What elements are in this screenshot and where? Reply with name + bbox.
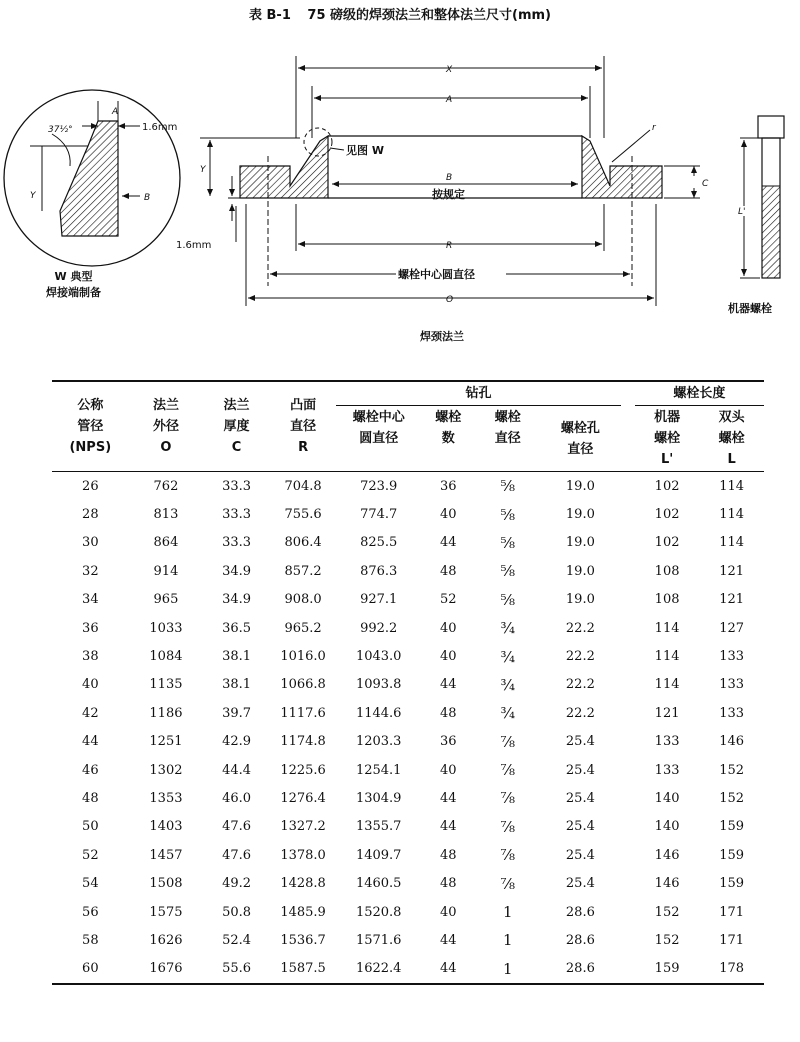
table-cell: 1135 <box>149 677 183 693</box>
main-figure-caption: 焊颈法兰 <box>420 330 464 343</box>
table-cell: ⅝ <box>500 562 516 581</box>
header-line: 直径 <box>567 441 594 457</box>
table-row <box>52 926 764 954</box>
table-cell: 44 <box>440 932 457 948</box>
table-cell: 1409.7 <box>355 847 402 863</box>
table-cell: 1084 <box>149 649 183 665</box>
table-cell: 47.6 <box>222 847 252 863</box>
table-cell: 44 <box>421 955 475 984</box>
table-row <box>52 784 764 812</box>
gap-cell <box>621 841 635 869</box>
table-cell: 159 <box>719 847 745 863</box>
table-title <box>0 4 800 23</box>
table-cell: 34.9 <box>222 592 252 608</box>
angle-label: 37½° <box>48 125 73 135</box>
table-cell: 762 <box>153 478 179 494</box>
table-cell: 908.0 <box>284 592 322 608</box>
table-cell: 44 <box>82 734 99 750</box>
table-cell: ⅞ <box>500 817 516 836</box>
table-cell: 38 <box>82 649 99 665</box>
radius-label: r <box>652 123 656 133</box>
header-line: 直径 <box>494 431 521 446</box>
table-cell: 30 <box>82 535 99 551</box>
header-line: 双头 <box>718 410 745 425</box>
flange-dimension-table <box>52 380 764 985</box>
table-cell: 44 <box>440 790 457 806</box>
table-cell: ¾ <box>500 647 516 666</box>
table-cell: 25.4 <box>565 734 595 750</box>
table-cell: 1575 <box>149 904 183 920</box>
table-cell: 44 <box>440 677 457 693</box>
table-cell: 19.0 <box>565 535 595 551</box>
header-line: L <box>727 452 736 467</box>
table-cell: 133 <box>719 649 745 665</box>
table-number: 表 B-1 <box>248 8 291 23</box>
table-row <box>52 813 764 841</box>
table-cell: 864 <box>153 535 179 551</box>
dim-a2-label: A <box>446 95 453 105</box>
header-line: O <box>160 440 172 455</box>
table-cell: 1066.8 <box>280 677 326 693</box>
table-row <box>52 955 764 984</box>
header-group-drilling: 钻孔 <box>336 381 620 406</box>
gap-cell <box>621 955 635 984</box>
table-cell: 927.1 <box>360 592 398 608</box>
table-cell: 44 <box>440 535 457 551</box>
table-cell: 133 <box>719 705 745 721</box>
table-cell: 39.7 <box>222 705 252 721</box>
table-cell: 146 <box>654 847 680 863</box>
table-cell: 52 <box>440 592 457 608</box>
table-cell: 1587.5 <box>270 955 337 984</box>
table-cell: 774.7 <box>360 507 398 523</box>
detail-caption-line2: 焊接端制备 <box>46 286 101 299</box>
header-line: 凸面 <box>290 398 317 413</box>
dim-c-label: C <box>702 179 709 189</box>
table-cell: 133 <box>654 762 680 778</box>
table-cell: 133 <box>654 734 680 750</box>
table-cell: 50.8 <box>222 904 252 920</box>
table-cell: 114 <box>654 649 680 665</box>
header-line: 圆直径 <box>359 431 399 446</box>
table-cell: 152 <box>719 762 745 778</box>
header-nps <box>52 381 129 472</box>
table-cell: 40 <box>440 649 457 665</box>
table-cell: 1093.8 <box>355 677 402 693</box>
header-line: 厚度 <box>223 419 250 434</box>
gap-cell <box>621 472 635 501</box>
table-cell: 1304.9 <box>355 790 402 806</box>
table-cell: 1117.6 <box>280 705 326 721</box>
gap-cell <box>621 699 635 727</box>
table-cell: 48 <box>82 790 99 806</box>
table-cell: 40 <box>82 677 99 693</box>
table-cell: 40 <box>440 620 457 636</box>
table-cell: 121 <box>719 563 745 579</box>
header-stud-bolt <box>699 406 764 472</box>
gap-cell <box>621 557 635 585</box>
table-cell: 1 <box>503 931 513 950</box>
table-cell: 1203.3 <box>355 734 402 750</box>
header-line: 机器 <box>654 410 681 425</box>
table-cell: 33.3 <box>222 535 252 551</box>
table-cell: ¾ <box>500 704 516 723</box>
table-cell: 114 <box>719 507 745 523</box>
table-cell: 102 <box>654 535 680 551</box>
table-cell: 28 <box>82 507 99 523</box>
table-cell: 108 <box>654 563 680 579</box>
dim-x-label: X <box>446 65 453 75</box>
table-cell: 46.0 <box>222 790 252 806</box>
table-cell: 965 <box>153 592 179 608</box>
table-cell: 1043.0 <box>355 649 402 665</box>
table-cell: 55.6 <box>203 955 270 984</box>
header-line: 公称 <box>77 398 104 413</box>
bolt-figure-caption: 机器螺栓 <box>728 302 772 315</box>
table-cell: 54 <box>82 876 99 892</box>
dim-o-label: O <box>446 295 454 305</box>
table-cell: 34.9 <box>222 563 252 579</box>
table-cell: ⅝ <box>500 590 516 609</box>
table-cell: 19.0 <box>565 563 595 579</box>
table-cell: 159 <box>635 955 700 984</box>
header-raised-face <box>270 381 337 472</box>
table-cell: 1676 <box>129 955 204 984</box>
table-row <box>52 472 764 501</box>
table-cell: 22.2 <box>565 705 595 721</box>
header-line: 数 <box>441 431 455 446</box>
header-group-bolt-length: 螺栓长度 <box>635 381 764 406</box>
flange-diagram <box>0 26 800 356</box>
table-cell: 60 <box>52 955 129 984</box>
header-line: 直径 <box>290 419 317 434</box>
table-cell: 38.1 <box>222 677 252 693</box>
table-row <box>52 869 764 897</box>
gap-label: 1.6mm <box>142 122 178 133</box>
table-cell: 19.0 <box>565 592 595 608</box>
header-bolt-hole-dia <box>540 406 621 472</box>
table-row <box>52 699 764 727</box>
table-cell: 152 <box>654 904 680 920</box>
table-cell: 48 <box>440 705 457 721</box>
table-cell: 26 <box>82 478 99 494</box>
table-cell: 1508 <box>149 876 183 892</box>
table-cell: 1033 <box>149 620 183 636</box>
table-cell: 755.6 <box>284 507 322 523</box>
dim-b-label: B <box>144 193 151 203</box>
table-cell: 40 <box>440 762 457 778</box>
table-title-text: 75 磅级的焊颈法兰和整体法兰尺寸(mm) <box>307 8 551 23</box>
table-cell: 50 <box>82 819 99 835</box>
header-bolt-circle <box>336 406 421 472</box>
header-line: 螺栓 <box>435 410 462 425</box>
table-cell: 1353 <box>149 790 183 806</box>
table-cell: 825.5 <box>360 535 398 551</box>
table-cell: 28.6 <box>565 904 595 920</box>
table-row <box>52 642 764 670</box>
table-cell: 140 <box>654 790 680 806</box>
table-cell: 52 <box>82 847 99 863</box>
table-row <box>52 557 764 585</box>
gap-cell <box>621 642 635 670</box>
gap2-label: 1.6mm <box>176 240 212 251</box>
gap-cell <box>621 728 635 756</box>
table-cell: 44.4 <box>222 762 252 778</box>
header-line: 管径 <box>77 419 104 434</box>
header-thickness <box>203 381 270 472</box>
table-cell: 33.3 <box>222 478 252 494</box>
table-cell: 1460.5 <box>355 876 402 892</box>
table-cell: 1016.0 <box>280 649 326 665</box>
header-line: C <box>231 440 242 455</box>
table-cell: 33.3 <box>222 507 252 523</box>
header-line: 螺栓中心 <box>352 410 405 425</box>
table-cell: 1327.2 <box>280 819 326 835</box>
header-gap <box>621 406 635 472</box>
gap-cell <box>621 926 635 954</box>
table-cell: ¾ <box>500 675 516 694</box>
table-cell: 48 <box>440 847 457 863</box>
table-row <box>52 671 764 699</box>
bolt-circle-label: 螺栓中心圆直径 <box>398 268 475 281</box>
gap-cell <box>621 586 635 614</box>
header-line: (NPS) <box>69 440 112 455</box>
table-cell: 36 <box>82 620 99 636</box>
table-cell: 40 <box>440 904 457 920</box>
table-cell: 1144.6 <box>355 705 402 721</box>
table-cell: 114 <box>719 535 745 551</box>
table-cell: 25.4 <box>565 790 595 806</box>
table-cell: 36 <box>440 478 457 494</box>
table-cell: 806.4 <box>284 535 322 551</box>
table-cell: 114 <box>654 620 680 636</box>
gap-cell <box>621 813 635 841</box>
header-line: 外径 <box>152 419 179 434</box>
table-cell: ⅝ <box>500 477 516 496</box>
detail-w-view <box>4 90 180 266</box>
dim-a-label: A <box>112 107 119 117</box>
table-row <box>52 756 764 784</box>
table-cell: 1186 <box>149 705 183 721</box>
table-cell: 102 <box>654 507 680 523</box>
detail-caption-line1: W 典型 <box>54 270 93 283</box>
table-cell: 1485.9 <box>280 904 326 920</box>
table-cell: ⅞ <box>500 789 516 808</box>
table-cell: 1225.6 <box>280 762 326 778</box>
dim-y2-label: Y <box>200 165 206 175</box>
dim-b2-label: B <box>446 173 453 183</box>
gap-cell <box>621 529 635 557</box>
dim-y-label: Y <box>30 191 36 201</box>
table-cell: 1520.8 <box>355 904 402 920</box>
table-body <box>52 472 764 985</box>
table-cell: 25.4 <box>565 819 595 835</box>
table-cell: 34 <box>82 592 99 608</box>
table-cell: 178 <box>699 955 764 984</box>
table-cell: 1403 <box>149 819 183 835</box>
table-cell: 19.0 <box>565 507 595 523</box>
header-line: R <box>298 440 309 455</box>
table-cell: 1378.0 <box>280 847 326 863</box>
table-cell: 44 <box>440 819 457 835</box>
table-cell: 1536.7 <box>280 932 326 948</box>
table-row <box>52 841 764 869</box>
table-cell: 22.2 <box>565 677 595 693</box>
table-cell: 133 <box>719 677 745 693</box>
table-cell: 38.1 <box>222 649 252 665</box>
table-cell: 171 <box>719 904 745 920</box>
table-cell: 25.4 <box>565 762 595 778</box>
table-cell: 47.6 <box>222 819 252 835</box>
table-cell: 48 <box>440 563 457 579</box>
table-cell: 46 <box>82 762 99 778</box>
table-cell: 40 <box>440 507 457 523</box>
weld-neck-flange-view <box>176 56 709 306</box>
table-cell: 42 <box>82 705 99 721</box>
header-line: 螺栓孔 <box>560 420 600 436</box>
table-row <box>52 500 764 528</box>
gap-cell <box>621 898 635 926</box>
table-cell: 965.2 <box>284 620 322 636</box>
header-outer-dia <box>129 381 204 472</box>
table-cell: 813 <box>153 507 179 523</box>
gap-cell <box>621 869 635 897</box>
table-cell: 159 <box>719 876 745 892</box>
table-cell: 914 <box>153 563 179 579</box>
header-line: L' <box>660 452 674 467</box>
table-cell: 857.2 <box>284 563 322 579</box>
table-cell: 114 <box>719 478 745 494</box>
table-cell: 1251 <box>149 734 183 750</box>
table-cell: 22.2 <box>565 620 595 636</box>
table-cell: 58 <box>82 932 99 948</box>
machine-bolt-view <box>738 116 784 278</box>
table-cell: ⅞ <box>500 874 516 893</box>
table-cell: 22.2 <box>565 649 595 665</box>
header-bolt-count <box>421 406 475 472</box>
table-cell: 28.6 <box>565 932 595 948</box>
table-cell: 127 <box>719 620 745 636</box>
table-cell: 121 <box>719 592 745 608</box>
header-line: 螺栓 <box>718 431 745 446</box>
table-cell: 48 <box>440 876 457 892</box>
gap-cell <box>621 671 635 699</box>
table-cell: 159 <box>719 819 745 835</box>
table-row <box>52 728 764 756</box>
table-cell: 146 <box>719 734 745 750</box>
table-cell: 152 <box>654 932 680 948</box>
table-cell: 56 <box>82 904 99 920</box>
table-row <box>52 529 764 557</box>
table-cell: 1626 <box>149 932 183 948</box>
table-cell: 723.9 <box>360 478 398 494</box>
table-cell: 1571.6 <box>355 932 402 948</box>
per-spec-label: 按规定 <box>432 188 465 201</box>
table-cell: 152 <box>719 790 745 806</box>
table-cell: 1457 <box>149 847 183 863</box>
table-cell: 32 <box>82 563 99 579</box>
table-cell: 704.8 <box>284 478 322 494</box>
table-cell: ⅞ <box>500 732 516 751</box>
table-cell: 108 <box>654 592 680 608</box>
table-cell: 1276.4 <box>280 790 326 806</box>
gap-cell <box>621 784 635 812</box>
table-cell: 992.2 <box>360 620 398 636</box>
table-cell: 121 <box>654 705 680 721</box>
table-cell: 25.4 <box>565 847 595 863</box>
table-cell: 1622.4 <box>336 955 421 984</box>
header-gap <box>621 381 635 406</box>
see-w-label: 见图 W <box>346 144 384 157</box>
dim-r-label: R <box>446 241 453 251</box>
table-cell: 140 <box>654 819 680 835</box>
header-machine-bolt <box>635 406 700 472</box>
table-cell: 42.9 <box>222 734 252 750</box>
table-cell: 1 <box>503 903 513 922</box>
table-cell: 28.6 <box>540 955 621 984</box>
table-cell: 876.3 <box>360 563 398 579</box>
table-cell: 114 <box>654 677 680 693</box>
table-cell: 171 <box>719 932 745 948</box>
gap-cell <box>621 756 635 784</box>
table-row <box>52 586 764 614</box>
header-line: 法兰 <box>223 398 250 413</box>
header-line: 螺栓 <box>654 431 681 446</box>
table-cell: 36.5 <box>222 620 252 636</box>
dim-l-prime-label: L' <box>738 207 746 217</box>
detail-w-caption <box>46 268 101 300</box>
header-line: 螺栓 <box>494 410 521 425</box>
table-cell: 1 <box>476 955 541 984</box>
table-cell: ⅝ <box>500 533 516 552</box>
table-cell: ⅞ <box>500 846 516 865</box>
header-bolt-dia <box>476 406 541 472</box>
table-cell: 1355.7 <box>355 819 402 835</box>
table-cell: 49.2 <box>222 876 252 892</box>
table-cell: 146 <box>654 876 680 892</box>
table-cell: ¾ <box>500 619 516 638</box>
table-cell: 1174.8 <box>280 734 326 750</box>
table-cell: 1254.1 <box>355 762 402 778</box>
table-cell: ⅞ <box>500 761 516 780</box>
table-cell: 36 <box>440 734 457 750</box>
gap-cell <box>621 500 635 528</box>
table-row <box>52 614 764 642</box>
header-line: 法兰 <box>152 398 179 413</box>
table-cell: 1302 <box>149 762 183 778</box>
table-cell: 1428.8 <box>280 876 326 892</box>
table-cell: 19.0 <box>565 478 595 494</box>
table-cell: 102 <box>654 478 680 494</box>
table-cell: ⅝ <box>500 505 516 524</box>
table-row <box>52 898 764 926</box>
table-cell: 25.4 <box>565 876 595 892</box>
gap-cell <box>621 614 635 642</box>
table-cell: 52.4 <box>222 932 252 948</box>
